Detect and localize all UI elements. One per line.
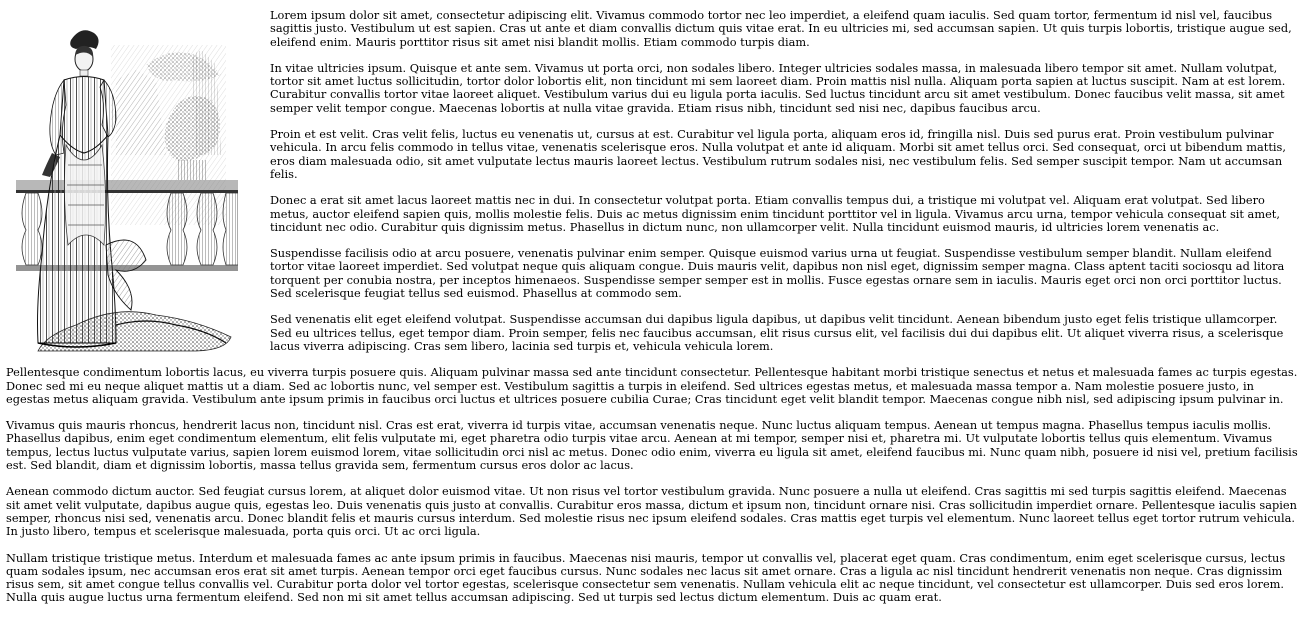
- paragraph-9: Aenean commodo dictum auctor. Sed feugiat cursus lorem, at aliquet dolor euismod vitae. Ut non risus vel tortor vestibulum gravida. Nunc posuere a nulla ut eleifend. Cras sagittis mi sed turpis sagittis eleifend. Maecenas sit amet velit vulputate, dapibus augue quis, egestas leo. Duis venenatis quis justo at convallis. Curabitur eros massa, dictum et ipsum non, tincidunt ornare nisi. Cras sollicitudin imperdiet ornare. Pellentesque iaculis sapien semper, rhoncus nisi sed, venenatis arcu. Donec blandit felis et mauris cursus interdum. Sed molestie risus nec ipsum eleifend sodales. Cras mattis eget turpis vel elementum. Nunc laoreet tellus eget tortor rutrum vehicula. In justo libero, tempus et scelerisque malesuada, porta quis orci. Ut ac orci ligula.: [6, 484, 1297, 539]
- paragraph-6: Sed venenatis elit eget eleifend volutpat. Suspendisse accumsan dui dapibus ligula dapibus, ut dapibus velit tincidunt. Aenean bibendum justo eget felis tristique ullamcorper. Sed eu ultrices tellus, eget tempor diam. Proin semper, felis nec faucibus accumsan, elit risus cursus elit, vel facilisis dui dui dapibus elit. Ut aliquet viverra risus, a scelerisque lacus viverra adipiscing. Cras sem libero, lacinia sed turpis et, vehicula vehicula lorem.: [270, 312, 1284, 353]
- engraving-illustration: [6, 9, 246, 354]
- paragraph-1: Lorem ipsum dolor sit amet, consectetur adipiscing elit. Vivamus commodo tortor nec leo imperdiet, a eleifend quam iaculis. Sed quam tortor, fermentum id nisl vel, faucibus sagittis justo. Vestibulum ut est sapien. Cras ut ante et diam convallis dictum quis vitae erat. In eu ultricies mi, sed accumsan sapien. Ut quis turpis lobortis, tristique augue sed, eleifend enim. Mauris porttitor risus sit amet nisi blandit mollis. Etiam commodo turpis diam.: [270, 8, 1292, 49]
- paragraph-10: Nullam tristique tristique metus. Interdum et malesuada fames ac ante ipsum primis in faucibus. Maecenas nisi mauris, tempor ut convallis vel, placerat eget quam. Cras condimentum, enim eget scelerisque cursus, lectus quam sodales ipsum, nec accumsan eros erat sit amet turpis. Aenean tempor orci eget faucibus cursus. Nunc sodales nec lacus sit amet ornare. Cras a ligula ac nisl tincidunt hendrerit venenatis non neque. Cras dignissim risus sem, sit amet congue tellus convallis vel. Curabitur porta dolor vel tortor egestas, scelerisque consectetur sem venenatis. Nullam vehicula elit ac neque tincidunt, vel consectetur est ullamcorper. Duis sed eros lorem. Nulla quis augue luctus urna fermentum eleifend. Sed non mi sit amet tellus accumsan adipiscing. Sed ut turpis sed lectus dictum elementum. Duis ac quam erat.: [6, 550, 1286, 605]
- document-body: [6, 9, 1298, 618]
- paragraph-4: Donec a erat sit amet lacus laoreet mattis nec in dui. In consectetur volutpat porta. Etiam convallis tempus dui, a tristique mi volutpat vel. Aliquam erat volutpat. Sed libero metus, auctor eleifend sapien quis, mollis molestie felis. Duis ac metus dignissim enim tincidunt porttitor vel in ligula. Vivamus arcu urna, tempor vehicula consequat sit amet, tincidunt nec odio. Curabitur quis dignissim metus. Phasellus in dictum nunc, non ullamcorper velit. Nulla tincidunt euismod mauris, id ultricies lorem venenatis ac.: [270, 193, 1280, 234]
- paragraph-8: Vivamus quis mauris rhoncus, hendrerit lacus non, tincidunt nisl. Cras est erat, viverra id turpis vitae, accumsan venenatis neque. Nunc luctus aliquam tempus. Aenean ut tempus magna. Phasellus tempus iaculis mollis. Phasellus dapibus, enim eget condimentum elementum, elit felis vulputate mi, eget pharetra odio turpis vitae arcu. Aenean at mi tempor, semper nisi et, pharetra mi. Ut vulputate lobortis tellus quis elementum. Vivamus tempus, lectus luctus vulputate varius, sapien lorem euismod lorem, vitae sollicitudin orci nisl ac metus. Donec odio enim, viverra eu ligula sit amet, eleifend faucibus mi. Nunc quam nibh, posuere id nisi vel, pretium facilisis est. Sed blandit, diam et dignissim lobortis, massa tellus gravida sem, fermentum cursus eros dolor ac lacus.: [6, 418, 1298, 473]
- victorian-woman-engraving: [16, 25, 238, 355]
- paragraph-2: In vitae ultricies ipsum. Quisque et ante sem. Vivamus ut porta orci, non sodales libero. Integer ultricies sodales massa, in malesuada libero tempor sit amet. Nullam volutpat, tortor sit amet luctus sollicitudin, tortor dolor lobortis elit, non tincidunt mi sem laoreet diam. Proin mattis nisl nulla. Aliquam porta sapien at luctus suscipit. Nam at est lorem. Curabitur convallis tortor vitae laoreet aliquet. Vestibulum varius dui eu ligula porta iaculis. Sed luctus tincidunt arcu sit amet vestibulum. Donec faucibus velit massa, sit amet semper velit tempor congue. Maecenas lobortis at nulla vitae gravida. Etiam risus nibh, tincidunt sed nisi nec, dapibus faucibus arcu.: [270, 60, 1286, 115]
- paragraph-3: Proin et est velit. Cras velit felis, luctus eu venenatis ut, cursus at est. Curabitur vel ligula porta, aliquam eros id, fringilla nisl. Duis sed purus erat. Proin vestibulum pulvinar vehicula. In arcu felis commodo in tellus vitae, venenatis scelerisque eros. Nulla volutpat et ante id aliquam. Morbi sit amet tellus orci. Sed consequat, orci ut bibendum mattis, eros diam malesuada odio, sit amet vulputate lectus mauris laoreet lectus. Vestibulum rutrum sodales nisi, nec vestibulum felis. Sed semper suscipit tempor. Nam ut accumsan felis.: [270, 127, 1286, 181]
- paragraph-7: Pellentesque condimentum lobortis lacus, eu viverra turpis posuere quis. Aliquam pulvinar massa sed ante tincidunt consectetur. Pellentesque habitant morbi tristique senectus et netus et malesuada fames ac turpis egestas. Donec sed mi eu neque aliquet mattis ut a diam. Sed ac lobortis nunc, vel semper est. Vestibulum sagittis a turpis in eleifend. Sed ultrices egestas metus, et malesuada massa tempor a. Nam molestie posuere justo, in egestas metus aliquam gravida. Vestibulum ante ipsum primis in faucibus orci luctus et ultrices posuere cubilia Curae; Cras tincidunt eget velit blandit tempor. Maecenas congue nibh nisl, sed adipiscing ipsum pulvinar in.: [6, 365, 1298, 406]
- paragraph-5: Suspendisse facilisis odio at arcu posuere, venenatis pulvinar enim semper. Quisque euismod varius urna ut feugiat. Suspendisse vestibulum semper blandit. Nullam eleifend tortor vitae laoreet imperdiet. Sed volutpat neque quis aliquam congue. Duis mauris velit, dapibus non nisl eget, dignissim semper magna. Class aptent taciti sociosqu ad litora torquent per conubia nostra, per inceptos himenaeos. Suspendisse semper semper est in mollis. Fusce egestas ornare sem in iaculis. Mauris eget orci non orci porttitor luctus. Sed scelerisque feugiat tellus sed euismod. Phasellus at commodo sem.: [270, 246, 1285, 301]
